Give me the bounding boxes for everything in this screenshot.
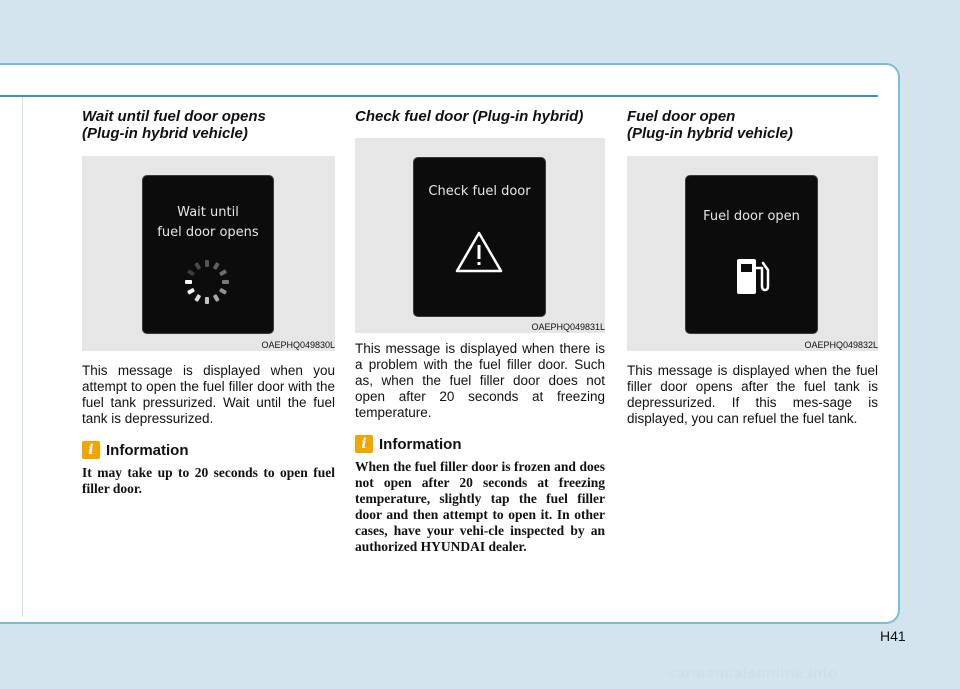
cluster-figure bbox=[82, 156, 335, 351]
figure-code: OAEPHQ049832L bbox=[804, 340, 878, 350]
section-wait-fuel-door bbox=[82, 108, 335, 497]
cluster-screen bbox=[413, 157, 546, 317]
information-title: Information bbox=[379, 435, 462, 453]
cluster-screen bbox=[685, 175, 818, 334]
information-text: When the fuel filler door is frozen and does not open after 20 seconds at freezing temperature, slightly tap the fuel filler door and then attempt to open it. In other cases, have your vehi-cle inspected by an authorized HYUNDAI dealer. bbox=[355, 459, 605, 554]
info-icon: i bbox=[82, 441, 100, 459]
screen-message: Wait until fuel door opens bbox=[157, 205, 259, 240]
information-title: Information bbox=[106, 441, 189, 459]
section-check-fuel-door bbox=[355, 108, 605, 555]
watermark: carmanualsonline.info bbox=[668, 665, 838, 682]
section-fuel-door-open bbox=[627, 108, 878, 427]
section-title: Fuel door open (Plug-in hybrid vehicle) bbox=[627, 108, 793, 142]
section-body: This message is displayed when there is a problem with the fuel filler door. Such as, when the fuel filler door does not open after 20 seconds at freezing temperature. bbox=[355, 341, 605, 420]
section-title: Check fuel door (Plug-in hybrid) bbox=[355, 108, 584, 125]
left-margin-line bbox=[22, 97, 23, 617]
screen-message: Fuel door open bbox=[703, 209, 800, 224]
information-heading bbox=[355, 435, 605, 453]
fuel-pump-icon bbox=[734, 256, 774, 298]
figure-code: OAEPHQ049830L bbox=[261, 340, 335, 350]
cluster-figure bbox=[627, 156, 878, 351]
info-icon: i bbox=[355, 435, 373, 453]
cluster-figure bbox=[355, 138, 605, 333]
information-text: It may take up to 20 seconds to open fuel filler door. bbox=[82, 465, 335, 496]
section-body: This message is displayed when the fuel filler door opens after the fuel tank is depressurized. If this mes-sage is displayed, you can refuel the fuel tank. bbox=[627, 363, 878, 426]
top-divider bbox=[0, 95, 878, 97]
information-heading bbox=[82, 441, 335, 459]
loading-spinner-icon bbox=[183, 258, 231, 306]
screen-message: Check fuel door bbox=[428, 184, 531, 199]
warning-triangle-icon bbox=[454, 230, 504, 274]
section-body: This message is displayed when you attempt to open the fuel filler door with the fuel tank pressurized. Wait until the fuel tank is depressurized. bbox=[82, 363, 335, 426]
figure-code: OAEPHQ049831L bbox=[531, 322, 605, 332]
page-number: H41 bbox=[880, 628, 906, 644]
cluster-screen bbox=[142, 175, 274, 334]
section-title: Wait until fuel door opens (Plug-in hybrid vehicle) bbox=[82, 108, 266, 142]
